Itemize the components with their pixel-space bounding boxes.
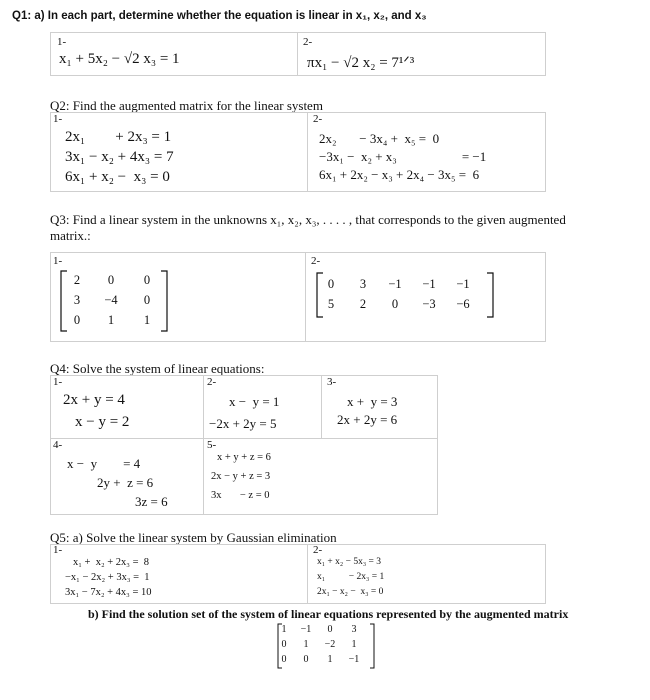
q4-part5-label: 5- <box>207 439 217 451</box>
q5b-heading: b) Find the solution set of the system of linear equations represented by the augmented matrix <box>88 607 569 621</box>
q4-part1-line1: 2x + y = 4 <box>63 392 125 408</box>
q5-part2-line1: x₁ + x₂ − 5x₃ = 3 <box>317 557 382 567</box>
q2-box <box>50 112 546 192</box>
q4-part5-line3: 3x − z = 0 <box>211 490 270 501</box>
q5-part2-line3: 2x₁ − x₂ − x₃ = 0 <box>317 587 384 597</box>
q3-m2-cell: −1 <box>456 277 470 291</box>
q2-part2-line2: −3x₁ − x₂ + x₃ = −1 <box>319 149 487 164</box>
q4-part1-line2: x − y = 2 <box>75 414 130 430</box>
q4-part5-line2: 2x − y + z = 3 <box>211 471 271 482</box>
q4-part1-label: 1- <box>53 376 63 388</box>
q2-part2-line1: 2x₂ − 3x₄ + x₅ = 0 <box>319 131 440 146</box>
q3-m2-cell: −1 <box>422 277 436 291</box>
q5-part1-line2: −x₁ − 2x₂ + 3x₃ = 1 <box>65 572 150 583</box>
q3-matrix-1 <box>59 269 169 333</box>
q3-m2-cell: 2 <box>359 297 367 311</box>
q4-part3-label: 3- <box>327 376 337 388</box>
q3-m2-cell: −6 <box>456 297 470 311</box>
q5b-cell: −1 <box>300 624 312 635</box>
q5b-cell: 0 <box>327 624 333 635</box>
q4-part3-line2: 2x + 2y = 6 <box>337 412 398 427</box>
q4-part3-line1: x + y = 3 <box>347 394 398 409</box>
q3-m2-cell: 5 <box>327 297 335 311</box>
q5b-cell: −1 <box>348 654 360 665</box>
q4-box <box>50 375 438 515</box>
q4-part2-label: 2- <box>207 376 217 388</box>
q5b-cell: 1 <box>281 624 287 635</box>
q3-m2-cell: 0 <box>391 297 399 311</box>
q3-heading: Q3: Find a linear system in the unknowns x₁, x₂, x₃, . . . . , that corresponds to the given augmented <box>50 212 566 227</box>
q3-m1-cell: 1 <box>143 313 151 327</box>
q5-part1-line1: x₁ + x₂ + 2x₃ = 8 <box>73 557 149 568</box>
q1-part1-equation: x₁ + 5x₂ − √2 x₃ = 1 <box>59 51 180 67</box>
q4-part4-line1: x − y = 4 <box>67 456 141 471</box>
q3-part1-label: 1- <box>53 255 63 267</box>
q3-box <box>50 252 546 342</box>
q5b-cell: 0 <box>281 654 287 665</box>
q5-heading: Q5: a) Solve the linear system by Gaussian elimination <box>50 530 337 545</box>
q5b-cell: 3 <box>351 624 357 635</box>
q2-part1-line2: 3x₁ − x₂ + 4x₃ = 7 <box>65 149 174 165</box>
q1-heading: Q1: a) In each part, determine whether the equation is linear in x₁, x₂, and x₃ <box>12 10 427 22</box>
q5-box <box>50 544 546 604</box>
q4-part4-line3: 3z = 6 <box>135 494 168 509</box>
q3-m1-cell: −4 <box>104 293 118 307</box>
q2-part2-line3: 6x₁ + 2x₂ − x₃ + 2x₄ − 3x₅ = 6 <box>319 167 480 182</box>
q3-m1-cell: 0 <box>143 273 151 287</box>
q5b-cell: 1 <box>351 639 357 650</box>
q2-heading: Q2: Find the augmented matrix for the linear system <box>50 98 323 113</box>
q4-part2-line2: −2x + 2y = 5 <box>209 416 277 431</box>
q5-part1-line3: 3x₁ − 7x₂ + 4x₃ = 10 <box>65 587 152 598</box>
q5b-cell: 0 <box>303 654 309 665</box>
q2-part1-label: 1- <box>53 113 63 125</box>
q4-part5-line1: x + y + z = 6 <box>217 452 271 463</box>
q3-matrix-2 <box>315 271 495 319</box>
q4-heading: Q4: Solve the system of linear equations: <box>50 361 265 376</box>
q3-m2-cell: 3 <box>359 277 367 291</box>
q3-m1-cell: 3 <box>73 293 81 307</box>
q3-m2-cell: 0 <box>327 277 335 291</box>
q2-part1-line3: 6x₁ + x₂ − x₃ = 0 <box>65 169 170 185</box>
q3-part2-label: 2- <box>311 255 321 267</box>
q5b-cell: −2 <box>324 639 336 650</box>
q5-part2-label: 2- <box>313 544 323 556</box>
q5-part2-line2: x₁ − 2x₃ = 1 <box>317 572 385 582</box>
q5b-cell: 1 <box>327 654 333 665</box>
q3-m1-cell: 0 <box>143 293 151 307</box>
q1-box <box>50 32 546 76</box>
q3-m1-cell: 0 <box>73 313 81 327</box>
q5b-cell: 0 <box>281 639 287 650</box>
q4-part2-line1: x − y = 1 <box>229 394 280 409</box>
q5b-cell: 1 <box>303 639 309 650</box>
q4-part4-label: 4- <box>53 439 63 451</box>
q5-part1-label: 1- <box>53 544 63 556</box>
q3-m2-cell: −1 <box>388 277 402 291</box>
q4-part4-line2: 2y + z = 6 <box>97 475 154 490</box>
q1-part2-label: 2- <box>303 36 313 48</box>
q2-part2-label: 2- <box>313 113 323 125</box>
q1-part2-equation: πx₁ − √2 x₂ = 7¹ᐟ³ <box>307 55 415 71</box>
q3-m2-cell: −3 <box>422 297 436 311</box>
q3-m1-cell: 2 <box>73 273 81 287</box>
q5b-matrix <box>276 622 376 670</box>
q3-heading-cont: matrix.: <box>50 228 91 243</box>
q3-m1-cell: 1 <box>107 313 115 327</box>
q3-m1-cell: 0 <box>107 273 115 287</box>
q2-part1-line1: 2x₁ + 2x₃ = 1 <box>65 129 172 145</box>
q1-part1-label: 1- <box>57 36 67 48</box>
